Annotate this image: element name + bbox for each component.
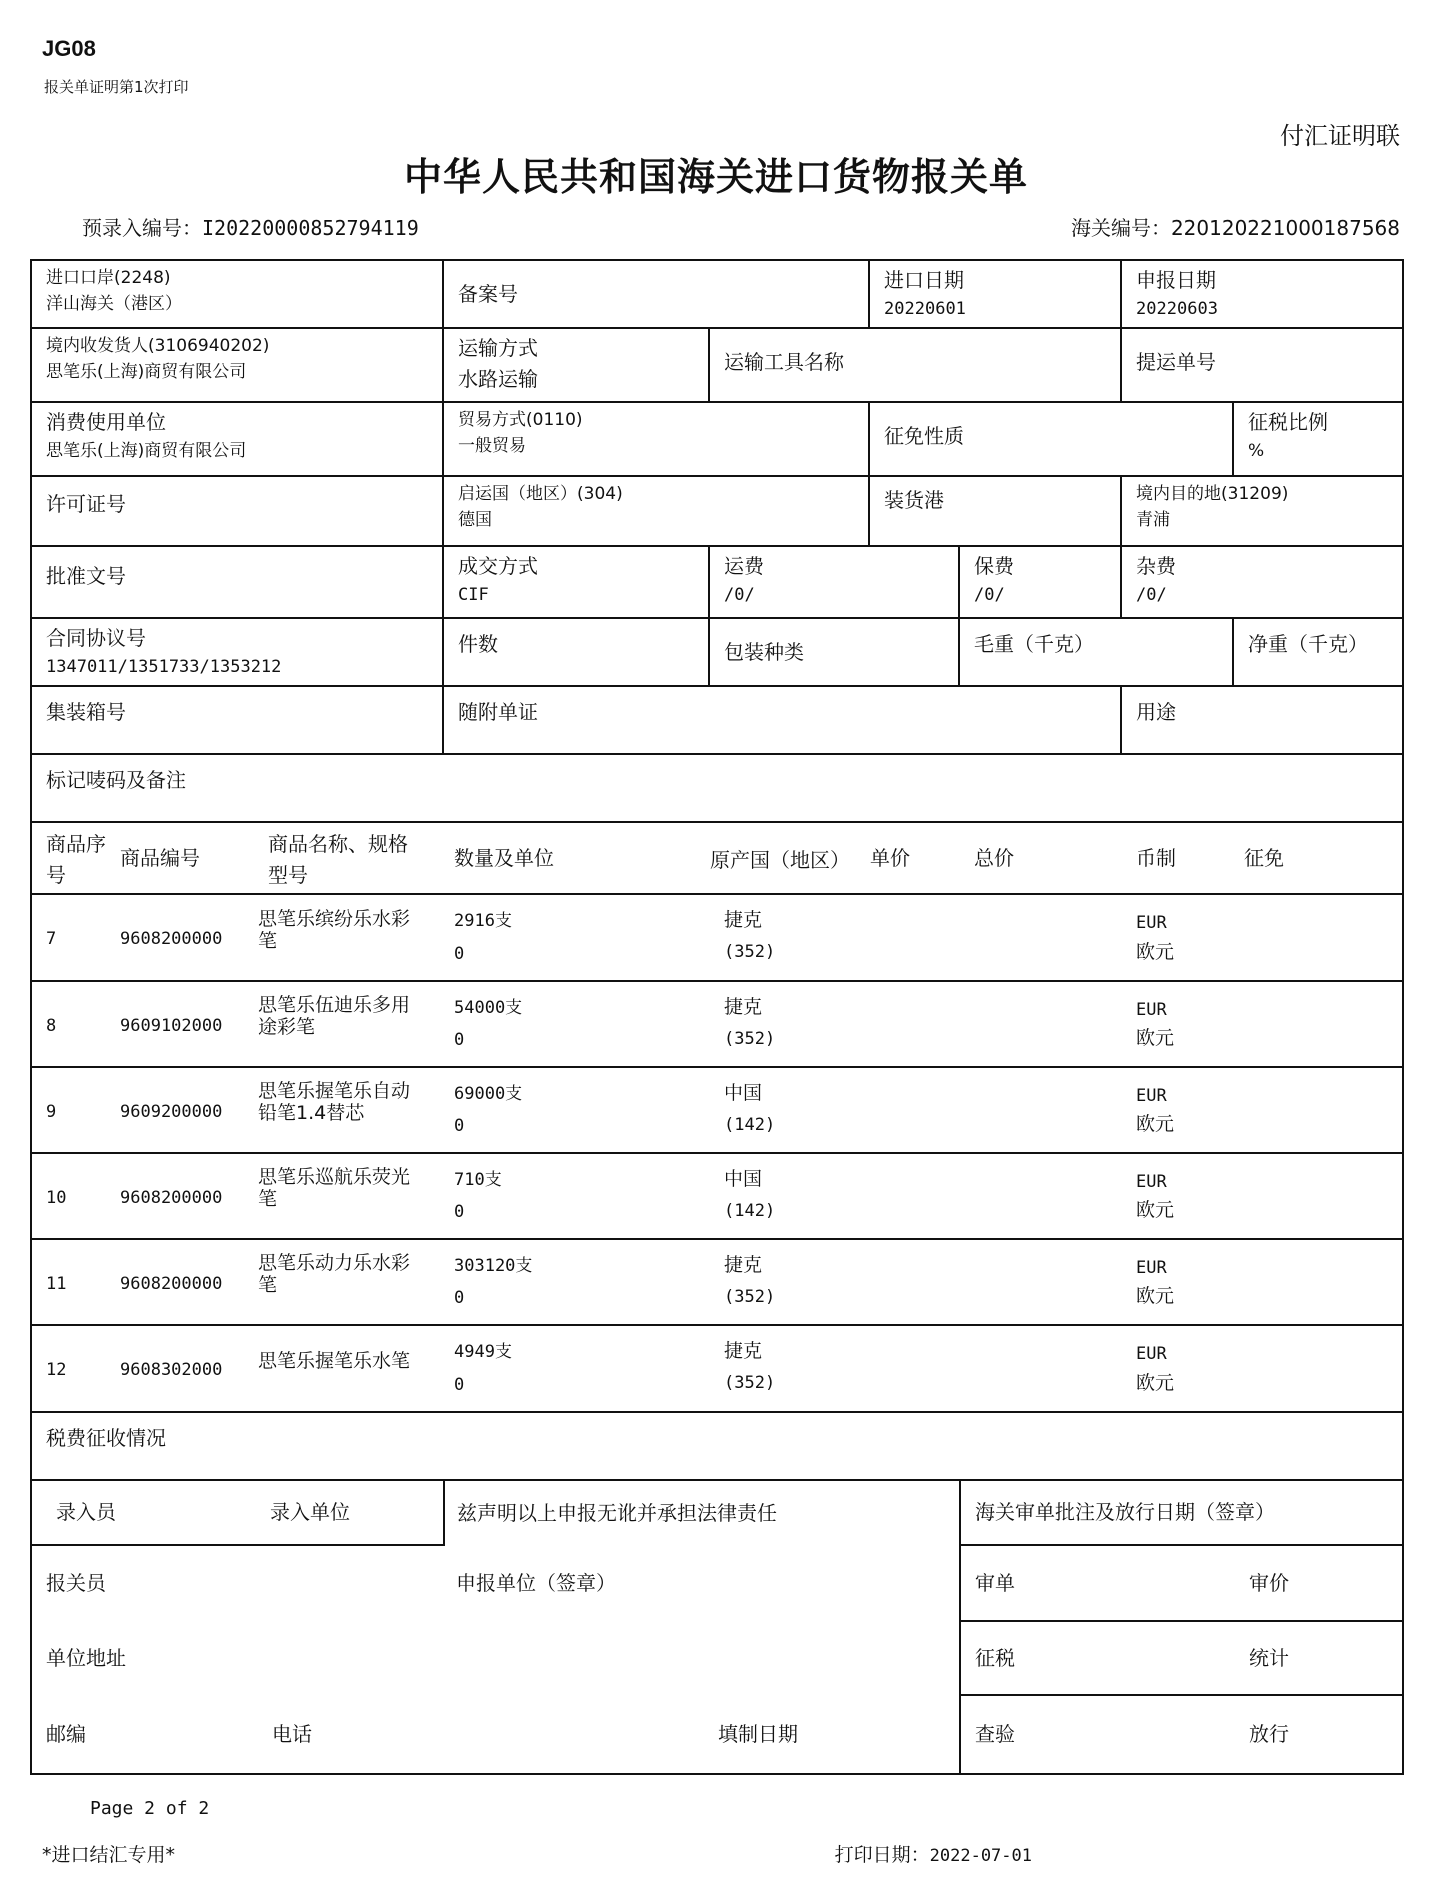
postcode-cell [32, 1695, 444, 1773]
tax-rate-cell [1233, 402, 1403, 476]
table-row [32, 1153, 1403, 1239]
goods-cell-cur [1122, 1325, 1234, 1411]
goods-origin-code: (352) [724, 1028, 776, 1049]
goods-cell-qty [444, 1239, 710, 1325]
pre-entry-value: I20220000852794119 [202, 216, 419, 240]
goods-table-cell [31, 822, 1403, 894]
declaration-text: 兹声明以上申报无讹并承担法律责任 [444, 1481, 960, 1545]
loading-port-cell [869, 476, 1121, 546]
goods-cell-name [258, 895, 444, 981]
broker-label: 报关员 [46, 1571, 106, 1595]
approval-label: 批准文号 [46, 564, 126, 588]
import-date-value: 20220601 [884, 299, 966, 319]
goods-cell-total [960, 895, 1122, 981]
postcode-label: 邮编 [46, 1721, 86, 1746]
goods-currency-name: 欧元 [1136, 1113, 1175, 1136]
goods-origin-code: (352) [724, 1286, 776, 1307]
goods-cell-name [258, 981, 444, 1067]
container-label: 集装箱号 [46, 700, 126, 724]
loading-port-label: 装货港 [884, 488, 945, 512]
goods-name: 思笔乐动力乐水彩笔 [258, 1252, 411, 1296]
contract-label: 合同协议号 [46, 626, 146, 650]
pieces-label: 件数 [458, 632, 499, 656]
goods-cell-total [960, 1325, 1122, 1411]
goods-cell-ex [1234, 1239, 1403, 1325]
print-date-label: 打印日期： [834, 1844, 930, 1866]
fill-date-label: 填制日期 [444, 1695, 960, 1773]
insurance-value: /0/ [974, 585, 1005, 605]
table-row [32, 1067, 1403, 1153]
consumer-value: 思笔乐(上海)商贸有限公司 [46, 441, 247, 461]
goods-cell-cur [1122, 1239, 1234, 1325]
goods-cell-qty [444, 1153, 710, 1239]
goods-cell-qty [444, 1325, 710, 1411]
print-note: 报关单证明第1次打印 [44, 78, 189, 96]
customs-number [1071, 212, 1400, 241]
goods-cell-origin [710, 1239, 870, 1325]
goods-cell-ex [1234, 1153, 1403, 1239]
declare-date-cell [1121, 260, 1403, 328]
goods-cell-origin [710, 1067, 870, 1153]
goods-cell-qty [444, 895, 710, 981]
goods-header-name: 商品名称、规格型号 [268, 832, 408, 887]
import-port-label: 进口口岸(2248) [46, 268, 171, 288]
pre-entry-number [82, 212, 419, 241]
goods-code: 9609200000 [120, 1101, 223, 1122]
copy-type: 付汇证明联 [1280, 122, 1400, 150]
goods-cell-unit [870, 895, 960, 981]
customs-no-value: 220120221000187568 [1170, 216, 1400, 240]
bill-no-cell [1121, 328, 1403, 402]
goods-code: 9609102000 [120, 1015, 223, 1036]
net-weight-cell [1233, 618, 1403, 686]
goods-origin: 中国 [724, 1167, 763, 1190]
goods-origin: 捷克 [724, 995, 763, 1018]
gross-weight-cell [959, 618, 1233, 686]
blank-cell [444, 1621, 960, 1695]
goods-cell-seq [32, 1153, 120, 1239]
transport-name-cell [709, 328, 1121, 402]
goods-qty: 303120支 [454, 1255, 533, 1276]
bottom-cell [31, 1480, 1403, 1774]
goods-header-exemption: 征免 [1244, 845, 1284, 870]
goods-origin: 中国 [724, 1081, 763, 1104]
entry-clerk-label: 录入员 [56, 1500, 116, 1524]
insurance-cell [959, 546, 1121, 618]
container-cell [31, 686, 443, 754]
goods-name: 思笔乐缤纷乐水彩笔 [258, 907, 411, 952]
goods-seq: 8 [46, 1015, 57, 1036]
import-date-cell [869, 260, 1121, 328]
goods-name: 思笔乐伍迪乐多用途彩笔 [258, 994, 411, 1038]
goods-header-total-price: 总价 [974, 845, 1014, 870]
goods-name: 思笔乐握笔乐自动铅笔1.4替芯 [258, 1080, 411, 1124]
address-label: 单位地址 [46, 1645, 126, 1670]
deal-mode-label: 成交方式 [458, 554, 539, 578]
goods-qty: 54000支 [454, 997, 523, 1018]
goods-currency-name: 欧元 [1136, 1371, 1175, 1394]
goods-currency-name: 欧元 [1136, 940, 1175, 963]
goods-cell-origin [710, 1325, 870, 1411]
goods-cell-origin [710, 981, 870, 1067]
table-row [32, 981, 1403, 1067]
table-row [32, 895, 1403, 981]
insurance-label: 保费 [974, 554, 1015, 578]
origin-country-cell [443, 476, 869, 546]
goods-cell-unit [870, 1325, 960, 1411]
phone-label: 电话 [272, 1721, 312, 1746]
goods-cell-total [960, 1067, 1122, 1153]
goods-cell-code [120, 1067, 258, 1153]
goods-cell-cur [1122, 1153, 1234, 1239]
goods-code: 9608200000 [120, 1273, 223, 1294]
entry-unit-label: 录入单位 [270, 1500, 350, 1524]
bottom-table [32, 1481, 1403, 1773]
goods-qty-secondary: 0 [454, 1288, 465, 1308]
deal-mode-value: CIF [458, 585, 489, 605]
goods-origin: 捷克 [724, 1340, 763, 1363]
goods-seq: 11 [46, 1273, 67, 1294]
review-cell [960, 1545, 1403, 1621]
goods-qty-secondary: 0 [454, 1202, 465, 1222]
record-no-cell [443, 260, 869, 328]
goods-currency: EUR [1136, 913, 1167, 934]
print-date-value: 2022-07-01 [929, 1846, 1032, 1866]
license-label: 许可证号 [46, 492, 126, 516]
consignee-value: 思笔乐(上海)商贸有限公司 [46, 362, 247, 383]
trade-mode-cell [443, 402, 869, 476]
goods-origin: 捷克 [724, 909, 763, 932]
destination-label: 境内目的地(31209) [1136, 484, 1289, 504]
goods-qty-secondary: 0 [454, 1116, 465, 1136]
goods-currency: EUR [1136, 1344, 1167, 1365]
goods-cell-name [258, 1325, 444, 1411]
tax-rate-value: % [1248, 441, 1265, 461]
pricing-label: 审价 [1249, 1570, 1289, 1595]
goods-cell-total [960, 1153, 1122, 1239]
contract-value: 1347011/1351733/1353212 [46, 657, 282, 677]
goods-header-origin: 原产国（地区） [710, 847, 850, 872]
tax-rate-label: 征税比例 [1248, 410, 1329, 434]
import-port-cell [31, 260, 443, 328]
goods-qty: 2916支 [454, 911, 512, 932]
usage-label: 用途 [1136, 700, 1177, 724]
goods-header-currency: 币制 [1136, 845, 1176, 870]
origin-country-value: 德国 [458, 510, 493, 531]
goods-cell-cur [1122, 895, 1234, 981]
package-cell [709, 618, 959, 686]
goods-cell-ex [1234, 1067, 1403, 1153]
goods-origin: 捷克 [724, 1253, 763, 1276]
pieces-cell [443, 618, 709, 686]
contract-cell [31, 618, 443, 686]
goods-qty: 4949支 [454, 1342, 512, 1363]
bill-no-label: 提运单号 [1136, 350, 1217, 374]
goods-qty: 710支 [454, 1169, 502, 1190]
goods-cell-total [960, 1239, 1122, 1325]
transport-mode-label: 运输方式 [458, 336, 539, 360]
misc-value: /0/ [1136, 585, 1167, 605]
table-row [32, 1325, 1403, 1411]
goods-qty-secondary: 0 [454, 1374, 465, 1395]
remarks-cell [31, 754, 1403, 822]
goods-cell-unit [870, 981, 960, 1067]
inspection-cell [960, 1695, 1403, 1773]
goods-cell-seq [32, 981, 120, 1067]
goods-currency: EUR [1136, 999, 1167, 1020]
goods-cell-qty [444, 1067, 710, 1153]
table-row [32, 1239, 1403, 1325]
goods-cell-cur [1122, 981, 1234, 1067]
goods-currency: EUR [1136, 1171, 1167, 1192]
goods-code: 9608200000 [120, 1187, 223, 1208]
page-number: Page 2 of 2 [90, 1798, 210, 1819]
goods-currency-name: 欧元 [1136, 1285, 1175, 1308]
misc-cell [1121, 546, 1403, 618]
review-label: 审单 [975, 1570, 1015, 1595]
declaration-form [30, 259, 1404, 1775]
goods-name: 思笔乐握笔乐水笔 [258, 1349, 411, 1372]
package-label: 包装种类 [724, 640, 805, 664]
goods-code: 9608302000 [120, 1360, 223, 1380]
goods-cell-code [120, 1325, 258, 1411]
license-cell [31, 476, 443, 546]
gross-weight-label: 毛重（千克） [974, 632, 1095, 656]
freight-label: 运费 [724, 554, 765, 578]
goods-header-unit-price: 单价 [870, 845, 910, 870]
goods-qty-secondary: 0 [454, 1030, 465, 1050]
goods-qty-secondary: 0 [454, 943, 465, 964]
usage-cell [1121, 686, 1403, 754]
goods-cell-code [120, 895, 258, 981]
goods-cell-code [120, 981, 258, 1067]
tax-cell [31, 1412, 1403, 1480]
freight-cell [709, 546, 959, 618]
footer-note: *进口结汇专用* [42, 1844, 176, 1866]
goods-cell-name [258, 1067, 444, 1153]
goods-header-seq: 商品序号 [46, 832, 106, 887]
goods-name: 思笔乐巡航乐荧光笔 [258, 1166, 411, 1210]
transport-mode-value: 水路运输 [458, 367, 539, 391]
goods-cell-name [258, 1239, 444, 1325]
customs-no-label: 海关编号： [1070, 216, 1171, 240]
goods-cell-code [120, 1239, 258, 1325]
goods-header-code: 商品编号 [120, 845, 200, 870]
exemption-nature-cell [869, 402, 1233, 476]
goods-origin-code: (352) [724, 942, 776, 963]
goods-cell-seq [32, 1325, 120, 1411]
consignee-label: 境内收发货人(3106940202) [46, 336, 270, 356]
goods-cell-name [258, 1153, 444, 1239]
goods-cell-seq [32, 1067, 120, 1153]
goods-cell-ex [1234, 981, 1403, 1067]
goods-table [32, 823, 1403, 893]
goods-cell-ex [1234, 895, 1403, 981]
goods-currency: EUR [1136, 1085, 1167, 1106]
goods-currency-name: 欧元 [1136, 1199, 1175, 1222]
consignee-cell [31, 328, 443, 402]
approval-cell [31, 546, 443, 618]
goods-rows-cell [31, 894, 1403, 1412]
documents-cell [443, 686, 1121, 754]
taxation-label: 征税 [975, 1645, 1015, 1670]
declaring-unit-label: 申报单位（签章） [444, 1545, 960, 1621]
declare-date-label: 申报日期 [1136, 268, 1217, 292]
goods-currency-name: 欧元 [1136, 1027, 1175, 1050]
import-date-label: 进口日期 [884, 268, 965, 292]
goods-seq: 10 [46, 1187, 67, 1208]
goods-origin-code: (142) [724, 1114, 776, 1135]
tax-label: 税费征收情况 [46, 1426, 166, 1450]
origin-country-label: 启运国（地区）(304) [458, 484, 623, 504]
entry-cell [32, 1481, 444, 1545]
trade-mode-label: 贸易方式(0110) [458, 410, 583, 430]
transport-name-label: 运输工具名称 [724, 350, 845, 374]
documents-label: 随附单证 [458, 700, 539, 724]
goods-origin-code: (352) [724, 1373, 776, 1394]
inspection-label: 查验 [975, 1722, 1015, 1746]
goods-cell-unit [870, 1067, 960, 1153]
release-label: 放行 [1249, 1722, 1289, 1746]
goods-origin-code: (142) [724, 1200, 776, 1221]
taxation-cell [960, 1621, 1403, 1695]
goods-cell-seq [32, 895, 120, 981]
form-code: JG08 [42, 36, 96, 61]
import-port-value: 洋山海关（港区） [46, 294, 182, 315]
goods-seq: 9 [46, 1101, 57, 1122]
page-title: 中华人民共和国海关进口货物报关单 [403, 155, 1028, 199]
goods-cell-ex [1234, 1325, 1403, 1411]
goods-seq: 7 [46, 929, 57, 949]
goods-seq: 12 [46, 1360, 67, 1380]
misc-label: 杂费 [1136, 554, 1177, 578]
trade-mode-value: 一般贸易 [458, 436, 527, 457]
goods-cell-code [120, 1153, 258, 1239]
destination-value: 青浦 [1136, 510, 1171, 531]
goods-cell-origin [710, 895, 870, 981]
goods-header-qty: 数量及单位 [454, 845, 554, 870]
goods-cell-seq [32, 1239, 120, 1325]
goods-currency: EUR [1136, 1257, 1167, 1278]
goods-cell-origin [710, 1153, 870, 1239]
print-date [835, 1840, 1032, 1867]
goods-cell-cur [1122, 1067, 1234, 1153]
consumer-cell [31, 402, 443, 476]
exemption-nature-label: 征免性质 [884, 424, 965, 448]
customs-approval-label: 海关审单批注及放行日期（签章） [960, 1481, 1403, 1545]
goods-rows [32, 895, 1403, 1411]
goods-cell-unit [870, 1239, 960, 1325]
goods-cell-unit [870, 1153, 960, 1239]
record-no-label: 备案号 [458, 282, 519, 306]
freight-value: /0/ [724, 585, 755, 605]
remarks-label: 标记唛码及备注 [46, 768, 186, 792]
goods-cell-qty [444, 981, 710, 1067]
goods-cell-total [960, 981, 1122, 1067]
statistics-label: 统计 [1249, 1645, 1289, 1670]
deal-mode-cell [443, 546, 709, 618]
pre-entry-label: 预录入编号： [82, 216, 202, 240]
transport-mode-cell [443, 328, 709, 402]
consumer-label: 消费使用单位 [46, 410, 166, 434]
declare-date-value: 20220603 [1136, 299, 1218, 319]
destination-cell [1121, 476, 1403, 546]
goods-qty: 69000支 [454, 1083, 523, 1104]
net-weight-label: 净重（千克） [1248, 632, 1369, 656]
goods-code: 9608200000 [120, 929, 223, 949]
